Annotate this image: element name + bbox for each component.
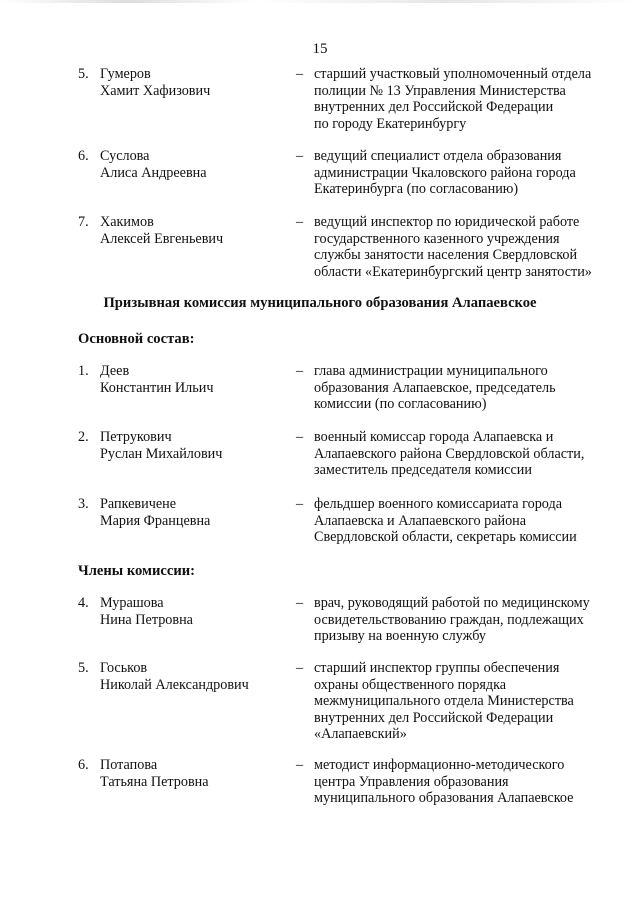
role-line: Екатеринбурга (по согласованию) [314, 181, 519, 198]
role-line: Свердловской области, секретарь комиссии [314, 529, 577, 546]
given-names: Мария Францевна [100, 512, 211, 529]
role-line: муниципального образования Алапаевское [314, 790, 574, 807]
role-line: администрации Чкаловского района города [314, 164, 576, 181]
dash-separator: – [296, 148, 304, 164]
item-number: 1. [78, 363, 89, 379]
role-line: образования Алапаевское, председатель [314, 379, 556, 396]
role-line: по городу Екатеринбургу [314, 115, 467, 132]
role-line: Алапаевского района Свердловской области, [314, 445, 585, 462]
given-names: Николай Александрович [100, 676, 249, 693]
role-line: Алапаевска и Алапаевского района [314, 512, 527, 529]
role-line: глава администрации муниципального [314, 363, 548, 379]
members-heading: Члены комиссии: [78, 563, 196, 579]
given-names: Хамит Хафизович [100, 82, 211, 99]
position-description [314, 363, 620, 413]
person-name [100, 757, 285, 790]
person-name [100, 214, 285, 247]
role-line: службы занятости населения Свердловской [314, 247, 578, 264]
role-line: комиссии (по согласованию) [314, 396, 487, 413]
dash-separator: – [296, 595, 304, 611]
position-description [314, 660, 620, 743]
dash-separator: – [296, 66, 304, 82]
surname: Госьков [100, 660, 148, 676]
role-line: фельдшер военного комиссариата города [314, 496, 562, 512]
item-number: 6. [78, 757, 89, 773]
position-description [314, 66, 620, 132]
person-name [100, 148, 285, 181]
dash-separator: – [296, 363, 304, 379]
role-line: врач, руководящий работой по медицинскому [314, 595, 590, 611]
item-number: 6. [78, 148, 89, 164]
role-line: заместитель председателя комиссии [314, 462, 532, 479]
page-number: 15 [312, 41, 328, 57]
position-description [314, 429, 620, 479]
role-line: военный комиссар города Алапаевска и [314, 429, 554, 445]
surname: Хакимов [100, 214, 154, 230]
given-names: Алиса Андреевна [100, 164, 207, 181]
role-line: «Алапаевский» [314, 726, 407, 743]
item-number: 4. [78, 595, 89, 611]
role-line: межмуниципального отдела Министерства [314, 693, 574, 710]
position-description [314, 595, 620, 645]
role-line: старший инспектор группы обеспечения [314, 660, 560, 676]
given-names: Татьяна Петровна [100, 773, 209, 790]
role-line: ведущий специалист отдела образования [314, 148, 562, 164]
dash-separator: – [296, 496, 304, 512]
person-name [100, 660, 285, 693]
role-line: центра Управления образования [314, 773, 509, 790]
given-names: Нина Петровна [100, 611, 193, 628]
role-line: полиции № 13 Управления Министерства [314, 82, 566, 99]
given-names: Константин Ильич [100, 379, 214, 396]
position-description [314, 757, 620, 807]
surname: Рапкевичене [100, 496, 177, 512]
person-name [100, 66, 285, 99]
position-description [314, 148, 620, 198]
role-line: области «Екатеринбургский центр занятости» [314, 263, 592, 280]
surname: Мурашова [100, 595, 164, 611]
role-line: освидетельствованию граждан, подлежащих [314, 611, 584, 628]
surname: Петрукович [100, 429, 172, 445]
role-line: ведущий инспектор по юридической работе [314, 214, 580, 230]
dash-separator: – [296, 214, 304, 230]
person-name [100, 429, 285, 462]
item-number: 7. [78, 214, 89, 230]
dash-separator: – [296, 757, 304, 773]
surname: Суслова [100, 148, 150, 164]
person-name [100, 595, 285, 628]
person-name [100, 496, 285, 529]
main-composition-heading: Основной состав: [78, 331, 195, 347]
dash-separator: – [296, 429, 304, 445]
section-heading: Призывная комиссия муниципального образования Алапаевское [103, 295, 537, 311]
role-line: методист информационно-методического [314, 757, 565, 773]
role-line: внутренних дел Российской Федерации [314, 99, 554, 116]
surname: Потапова [100, 757, 158, 773]
item-number: 5. [78, 660, 89, 676]
item-number: 2. [78, 429, 89, 445]
role-line: охраны общественного порядка [314, 676, 507, 693]
surname: Деев [100, 363, 130, 379]
given-names: Руслан Михайлович [100, 445, 223, 462]
person-name [100, 363, 285, 396]
position-description [314, 496, 620, 546]
role-line: старший участковый уполномоченный отдела [314, 66, 592, 82]
role-line: призыву на военную службу [314, 628, 486, 645]
dash-separator: – [296, 660, 304, 676]
item-number: 5. [78, 66, 89, 82]
item-number: 3. [78, 496, 89, 512]
scan-edge-artifact [0, 0, 640, 3]
given-names: Алексей Евгеньевич [100, 230, 224, 247]
position-description [314, 214, 620, 280]
surname: Гумеров [100, 66, 151, 82]
role-line: внутренних дел Российской Федерации [314, 709, 554, 726]
role-line: государственного казенного учреждения [314, 230, 560, 247]
